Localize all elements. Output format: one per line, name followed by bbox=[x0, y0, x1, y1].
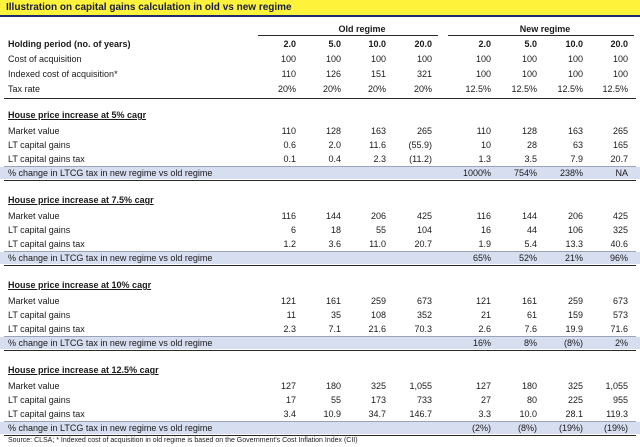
value-cell: 10.9 bbox=[323, 409, 341, 419]
value-cell: 127 bbox=[475, 381, 491, 391]
value-cell: 44 bbox=[526, 225, 537, 235]
value-cell: 28.1 bbox=[565, 409, 583, 419]
value-cell: 16 bbox=[480, 225, 491, 235]
value-cell: 110 bbox=[476, 126, 491, 136]
header-row bbox=[0, 38, 640, 50]
value-cell: 321 bbox=[416, 69, 432, 79]
value-cell: 19.9 bbox=[565, 324, 583, 334]
value-cell: 325 bbox=[370, 381, 386, 391]
title-bar bbox=[0, 0, 640, 17]
highlight-row bbox=[0, 167, 640, 179]
value-cell: 34.7 bbox=[368, 409, 386, 419]
value-cell: 16% bbox=[472, 338, 491, 348]
section-divider bbox=[4, 350, 636, 351]
row-label: % change in LTCG tax in new regime vs old regime bbox=[8, 338, 213, 348]
value-cell bbox=[258, 337, 296, 349]
value-cell: 20% bbox=[277, 84, 296, 94]
value-cell: 955 bbox=[612, 395, 628, 405]
source-footnote: Source: CLSA; * Indexed cost of acquisition in old regime is based on the Government's Cost Inflation Index (CII) bbox=[8, 437, 358, 444]
value-cell: 3.4 bbox=[283, 409, 296, 419]
value-cell: 35 bbox=[330, 310, 341, 320]
value-cell: 100 bbox=[475, 54, 491, 64]
group-rule-new bbox=[448, 35, 634, 36]
value-cell: 352 bbox=[416, 310, 432, 320]
value-cell bbox=[303, 167, 341, 179]
value-cell: 27 bbox=[480, 395, 491, 405]
value-cell: 128 bbox=[325, 126, 341, 136]
value-cell: 2.0 bbox=[283, 39, 296, 49]
value-cell: 100 bbox=[567, 54, 583, 64]
value-cell: 8% bbox=[523, 338, 537, 348]
value-cell: 673 bbox=[416, 296, 432, 306]
value-cell: 2.3 bbox=[283, 324, 296, 334]
value-cell: 119.3 bbox=[606, 409, 628, 419]
table-row bbox=[0, 323, 640, 335]
value-cell: 151 bbox=[370, 69, 386, 79]
section-divider bbox=[4, 180, 636, 181]
value-cell: 13.3 bbox=[565, 239, 583, 249]
value-cell: 106 bbox=[567, 225, 583, 235]
value-cell: 127 bbox=[280, 381, 296, 391]
value-cell bbox=[258, 422, 296, 434]
row-label: LT capital gains bbox=[8, 310, 71, 320]
value-cell: 65% bbox=[472, 253, 491, 263]
value-cell: 110 bbox=[281, 126, 296, 136]
value-cell: 70.3 bbox=[414, 324, 432, 334]
value-cell: 161 bbox=[521, 296, 537, 306]
value-cell: 3.3 bbox=[478, 409, 491, 419]
value-cell: 21% bbox=[564, 253, 583, 263]
table-row bbox=[0, 83, 640, 95]
value-cell: (2%) bbox=[471, 423, 491, 433]
highlight-row bbox=[0, 252, 640, 264]
value-cell bbox=[348, 167, 386, 179]
value-cell: (8%) bbox=[517, 423, 537, 433]
value-cell: 2.0 bbox=[328, 140, 341, 150]
value-cell: 163 bbox=[567, 126, 583, 136]
value-cell: 1000% bbox=[462, 168, 491, 178]
value-cell: 108 bbox=[370, 310, 386, 320]
table-row bbox=[0, 68, 640, 80]
value-cell: 573 bbox=[612, 310, 628, 320]
value-cell bbox=[303, 337, 341, 349]
value-cell bbox=[394, 337, 432, 349]
section-divider bbox=[4, 435, 636, 436]
value-cell: 161 bbox=[325, 296, 341, 306]
value-cell: 11 bbox=[286, 310, 296, 320]
value-cell: NA bbox=[615, 168, 628, 178]
section-title: House price increase at 5% cagr bbox=[8, 110, 147, 120]
row-label: LT capital gains bbox=[8, 225, 71, 235]
value-cell: 673 bbox=[612, 296, 628, 306]
value-cell: 17 bbox=[285, 395, 296, 405]
value-cell: 3.6 bbox=[328, 239, 341, 249]
value-cell: 12.5% bbox=[465, 84, 491, 94]
value-cell: 1,055 bbox=[605, 381, 628, 391]
value-cell: 144 bbox=[521, 211, 537, 221]
value-cell: 754% bbox=[513, 168, 537, 178]
table-row bbox=[0, 295, 640, 307]
value-cell: 180 bbox=[521, 381, 537, 391]
value-cell: (55.9) bbox=[408, 140, 432, 150]
value-cell: 206 bbox=[567, 211, 583, 221]
row-label: Indexed cost of acquisition* bbox=[8, 69, 118, 79]
value-cell: 7.6 bbox=[524, 324, 537, 334]
value-cell: 12.5% bbox=[511, 84, 537, 94]
value-cell: 10.0 bbox=[519, 409, 537, 419]
group-header-old: Old regime bbox=[338, 24, 386, 34]
value-cell: 425 bbox=[416, 211, 432, 221]
value-cell: 159 bbox=[567, 310, 583, 320]
row-label: % change in LTCG tax in new regime vs old regime bbox=[8, 168, 213, 178]
row-label: LT capital gains bbox=[8, 395, 71, 405]
value-cell: 71.6 bbox=[610, 324, 628, 334]
value-cell: 20.0 bbox=[610, 39, 628, 49]
table-row bbox=[0, 210, 640, 222]
value-cell: 1.2 bbox=[283, 239, 296, 249]
group-rule-old bbox=[258, 35, 438, 36]
table-row bbox=[0, 408, 640, 420]
table-row bbox=[0, 309, 640, 321]
value-cell: 325 bbox=[567, 381, 583, 391]
value-cell: 21 bbox=[480, 310, 491, 320]
value-cell: 1,055 bbox=[409, 381, 432, 391]
value-cell: 11.6 bbox=[369, 140, 386, 150]
table-row bbox=[0, 224, 640, 236]
value-cell: 2.0 bbox=[478, 39, 491, 49]
value-cell: 100 bbox=[475, 69, 491, 79]
row-label: Holding period (no. of years) bbox=[8, 39, 131, 49]
value-cell: 325 bbox=[612, 225, 628, 235]
table-row bbox=[0, 53, 640, 65]
value-cell: 18 bbox=[330, 225, 341, 235]
value-cell bbox=[394, 167, 432, 179]
highlight-row bbox=[0, 337, 640, 349]
value-cell: 100 bbox=[325, 54, 341, 64]
value-cell bbox=[303, 422, 341, 434]
value-cell: 238% bbox=[559, 168, 583, 178]
value-cell: 3.5 bbox=[524, 154, 537, 164]
value-cell: 20.0 bbox=[414, 39, 432, 49]
row-label: % change in LTCG tax in new regime vs old regime bbox=[8, 253, 213, 263]
value-cell: 12.5% bbox=[557, 84, 583, 94]
value-cell: 7.1 bbox=[328, 324, 341, 334]
value-cell: 100 bbox=[567, 69, 583, 79]
value-cell: 144 bbox=[325, 211, 341, 221]
value-cell: 100 bbox=[416, 54, 432, 64]
value-cell: 10.0 bbox=[565, 39, 583, 49]
value-cell bbox=[348, 252, 386, 264]
row-label: LT capital gains tax bbox=[8, 239, 85, 249]
value-cell: 20.7 bbox=[414, 239, 432, 249]
value-cell: 146.7 bbox=[409, 409, 432, 419]
value-cell: 116 bbox=[281, 211, 296, 221]
value-cell: 425 bbox=[612, 211, 628, 221]
value-cell: 100 bbox=[370, 54, 386, 64]
section-title: House price increase at 12.5% cagr bbox=[8, 365, 159, 375]
section-title: House price increase at 10% cagr bbox=[8, 280, 152, 290]
value-cell: 20% bbox=[322, 84, 341, 94]
value-cell: 5.0 bbox=[328, 39, 341, 49]
value-cell: 1.3 bbox=[478, 154, 491, 164]
value-cell: 7.9 bbox=[570, 154, 583, 164]
table-row bbox=[0, 394, 640, 406]
value-cell bbox=[348, 337, 386, 349]
value-cell: 5.0 bbox=[524, 39, 537, 49]
value-cell: 733 bbox=[416, 395, 432, 405]
value-cell: 126 bbox=[325, 69, 341, 79]
value-cell: 100 bbox=[521, 54, 537, 64]
row-label: Market value bbox=[8, 381, 60, 391]
value-cell: 10.0 bbox=[368, 39, 386, 49]
value-cell: 0.4 bbox=[328, 154, 341, 164]
value-cell: 40.6 bbox=[610, 239, 628, 249]
value-cell: 225 bbox=[567, 395, 583, 405]
value-cell: 165 bbox=[612, 140, 628, 150]
value-cell: 20.7 bbox=[610, 154, 628, 164]
value-cell: 180 bbox=[325, 381, 341, 391]
value-cell: 100 bbox=[612, 54, 628, 64]
value-cell: 20% bbox=[367, 84, 386, 94]
value-cell: 116 bbox=[476, 211, 491, 221]
value-cell: 55 bbox=[375, 225, 386, 235]
value-cell: 259 bbox=[567, 296, 583, 306]
value-cell: 2% bbox=[614, 338, 628, 348]
value-cell: 0.1 bbox=[283, 154, 296, 164]
row-label: LT capital gains tax bbox=[8, 154, 85, 164]
value-cell: 20% bbox=[413, 84, 432, 94]
value-cell: 163 bbox=[370, 126, 386, 136]
value-cell bbox=[258, 167, 296, 179]
value-cell: 259 bbox=[370, 296, 386, 306]
row-label: % change in LTCG tax in new regime vs old regime bbox=[8, 423, 213, 433]
row-label: Market value bbox=[8, 211, 60, 221]
group-header-new: New regime bbox=[519, 24, 571, 34]
value-cell: 12.5% bbox=[602, 84, 628, 94]
value-cell: (19%) bbox=[603, 423, 628, 433]
row-label: LT capital gains tax bbox=[8, 324, 85, 334]
value-cell: 2.6 bbox=[478, 324, 491, 334]
value-cell: 265 bbox=[416, 126, 432, 136]
value-cell: 100 bbox=[612, 69, 628, 79]
value-cell: 128 bbox=[521, 126, 537, 136]
table-row bbox=[0, 238, 640, 250]
value-cell: 80 bbox=[526, 395, 537, 405]
value-cell bbox=[258, 252, 296, 264]
value-cell: 63 bbox=[572, 140, 583, 150]
value-cell: 110 bbox=[281, 69, 296, 79]
section-divider bbox=[4, 265, 636, 266]
section-divider bbox=[4, 98, 636, 99]
table-row bbox=[0, 380, 640, 392]
value-cell: 55 bbox=[330, 395, 341, 405]
value-cell: 10 bbox=[480, 140, 491, 150]
value-cell bbox=[394, 252, 432, 264]
highlight-row bbox=[0, 422, 640, 434]
value-cell: 104 bbox=[416, 225, 432, 235]
row-label: Market value bbox=[8, 296, 60, 306]
value-cell: (11.2) bbox=[409, 154, 432, 164]
value-cell: 28 bbox=[526, 140, 537, 150]
row-label: LT capital gains bbox=[8, 140, 71, 150]
table-row bbox=[0, 139, 640, 151]
value-cell: 2.3 bbox=[373, 154, 386, 164]
table-row bbox=[0, 153, 640, 165]
value-cell: 5.4 bbox=[524, 239, 537, 249]
table-row bbox=[0, 125, 640, 137]
value-cell: 206 bbox=[370, 211, 386, 221]
value-cell: 21.6 bbox=[368, 324, 386, 334]
value-cell: 11.0 bbox=[369, 239, 386, 249]
value-cell: 1.9 bbox=[478, 239, 491, 249]
value-cell: 61 bbox=[526, 310, 537, 320]
row-label: LT capital gains tax bbox=[8, 409, 85, 419]
value-cell: 52% bbox=[518, 253, 537, 263]
value-cell: 121 bbox=[475, 296, 491, 306]
row-label: Cost of acquisition bbox=[8, 54, 82, 64]
table-title: Illustration on capital gains calculation in old vs new regime bbox=[6, 2, 292, 13]
value-cell: 6 bbox=[290, 225, 296, 235]
value-cell: 100 bbox=[280, 54, 296, 64]
value-cell: 96% bbox=[609, 253, 628, 263]
row-label: Market value bbox=[8, 126, 60, 136]
value-cell: 121 bbox=[280, 296, 296, 306]
value-cell: 265 bbox=[612, 126, 628, 136]
value-cell: (8%) bbox=[563, 338, 583, 348]
value-cell bbox=[348, 422, 386, 434]
row-label: Tax rate bbox=[8, 84, 41, 94]
section-title: House price increase at 7.5% cagr bbox=[8, 195, 154, 205]
value-cell bbox=[303, 252, 341, 264]
value-cell bbox=[394, 422, 432, 434]
value-cell: 100 bbox=[521, 69, 537, 79]
value-cell: 0.6 bbox=[283, 140, 296, 150]
value-cell: 173 bbox=[370, 395, 386, 405]
value-cell: (19%) bbox=[558, 423, 583, 433]
